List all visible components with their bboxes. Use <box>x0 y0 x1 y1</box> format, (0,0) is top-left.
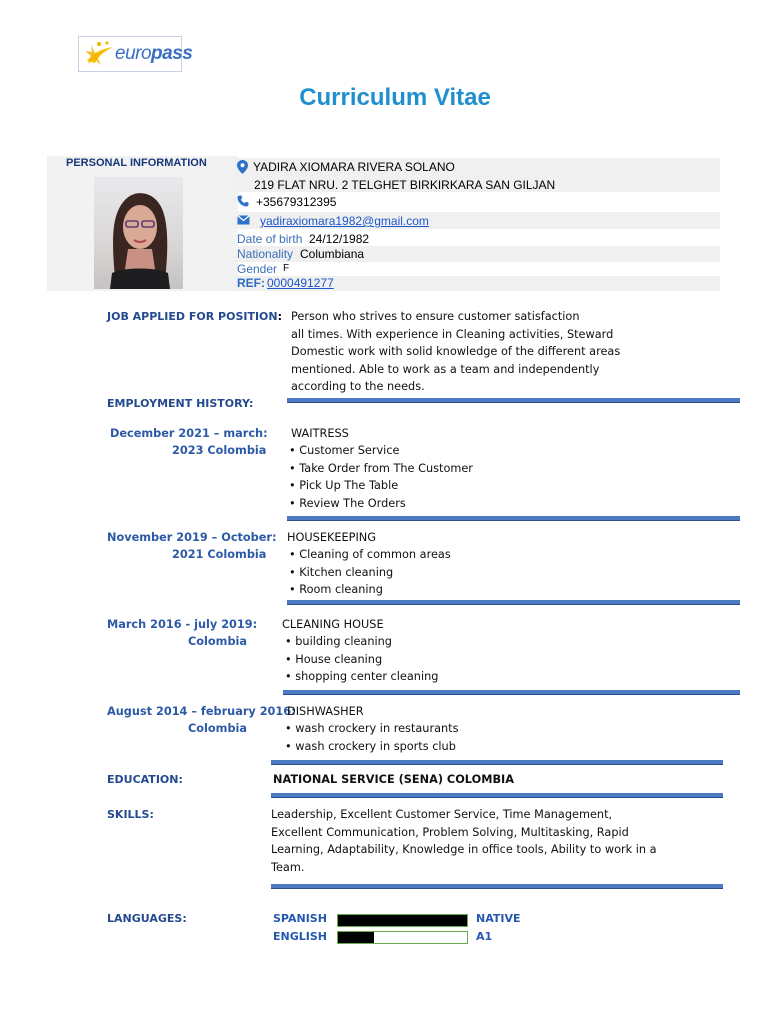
phone-number: +35679312395 <box>256 195 337 209</box>
job-3-duties <box>285 633 438 686</box>
list-item: • Cleaning of common areas <box>289 546 451 564</box>
europass-logo <box>78 36 193 72</box>
location-pin-icon <box>237 160 248 174</box>
list-item: • shopping center cleaning <box>285 668 438 686</box>
job-2-title: HOUSEKEEPING <box>287 531 376 544</box>
list-item: • Kitchen cleaning <box>289 564 451 582</box>
list-item: • wash crockery in sports club <box>285 738 458 756</box>
job-2-location: 2021 Colombia <box>172 548 267 561</box>
dob-row <box>234 230 720 246</box>
list-item: • Review The Orders <box>289 495 473 513</box>
job-3-location: Colombia <box>188 635 248 648</box>
job-applied-label: JOB APPLIED FOR POSITION: <box>107 310 283 323</box>
job-1-duties <box>289 442 473 512</box>
job-1-title: WAITRESS <box>291 427 349 440</box>
email-link[interactable]: yadiraxiomara1982@gmail.com <box>260 214 429 228</box>
phone-row <box>234 194 720 210</box>
language-bar-fill <box>338 915 467 926</box>
phone-icon <box>237 195 249 207</box>
ref-link[interactable]: 0000491277 <box>267 276 334 290</box>
profile-photo <box>94 177 183 289</box>
job-4-title: DISHWASHER <box>287 705 364 718</box>
languages-label: LANGUAGES: <box>107 912 187 925</box>
gender-row <box>234 262 720 276</box>
list-item: • House cleaning <box>285 651 438 669</box>
skills-text: Leadership, Excellent Customer Service, Time Management, Excellent Communication, Problem Solving, Multitasking, Rapid Learning, Adaptability, Knowledge in office tools, Ability to work in a Team. <box>271 808 657 874</box>
portrait-image <box>94 177 183 289</box>
education-value: NATIONAL SERVICE (SENA) COLOMBIA <box>273 773 515 786</box>
language-bar-english <box>337 931 468 944</box>
employment-history-label: EMPLOYMENT HISTORY: <box>107 397 254 410</box>
ref-row <box>234 276 720 291</box>
europass-wordmark: europass <box>115 43 193 64</box>
job-4-location: Colombia <box>188 722 248 735</box>
nationality-row <box>234 246 720 262</box>
section-divider <box>271 760 723 765</box>
job-4-duties <box>285 720 458 755</box>
full-name: YADIRA XIOMARA RIVERA SOLANO <box>253 160 455 174</box>
job-4-date: August 2014 – february 2016: <box>107 705 296 718</box>
job-2-date: November 2019 – October: <box>107 531 277 544</box>
language-bar-spanish <box>337 914 468 927</box>
dob-value: 24/12/1982 <box>309 232 370 246</box>
language-level-spanish: NATIVE <box>476 912 521 925</box>
section-divider <box>271 793 723 798</box>
section-divider <box>287 600 740 605</box>
nationality-label: Nationality <box>237 247 294 261</box>
dob-label: Date of birth <box>237 232 303 246</box>
list-item: • building cleaning <box>285 633 438 651</box>
job-3-title: CLEANING HOUSE <box>282 618 384 631</box>
address: 219 FLAT NRU. 2 TELGHET BIRKIRKARA SAN GILJAN <box>254 178 556 192</box>
job-1-location: 2023 Colombia <box>172 444 267 457</box>
list-item: • wash crockery in restaurants <box>285 720 458 738</box>
europass-star-icon <box>83 39 117 69</box>
gender-label: Gender <box>237 262 278 276</box>
envelope-icon <box>237 215 250 225</box>
education-label: EDUCATION: <box>107 773 183 786</box>
section-divider <box>287 398 740 403</box>
page-title: Curriculum Vitae <box>299 84 491 111</box>
list-item: • Pick Up The Table <box>289 477 473 495</box>
section-divider <box>287 516 740 521</box>
list-item: • Take Order from The Customer <box>289 460 473 478</box>
job-2-duties <box>289 546 451 599</box>
job-3-date: March 2016 - july 2019: <box>107 618 258 631</box>
gender-value: F <box>283 263 290 274</box>
skills-label: SKILLS: <box>107 808 154 821</box>
list-item: • Customer Service <box>289 442 473 460</box>
ref-label: REF: <box>237 276 265 290</box>
name-address-block <box>234 158 720 192</box>
section-divider <box>271 884 723 889</box>
language-level-english: A1 <box>476 930 493 943</box>
email-row <box>234 212 720 229</box>
language-bar-fill <box>338 932 374 943</box>
personal-info-label: PERSONAL INFORMATION <box>66 157 207 169</box>
language-name-english: ENGLISH <box>273 930 327 943</box>
list-item: • Room cleaning <box>289 581 451 599</box>
job-1-date: December 2021 – march: <box>110 427 268 440</box>
nationality-value: Columbiana <box>300 247 365 261</box>
section-divider <box>283 690 740 695</box>
language-name-spanish: SPANISH <box>273 912 327 925</box>
job-summary: Person who strives to ensure customer satisfaction all times. With experience in Cleaning activities, Steward Domestic work with solid knowledge of the different areas mentioned. Able to work as a team and independently according to the needs. <box>291 310 621 393</box>
